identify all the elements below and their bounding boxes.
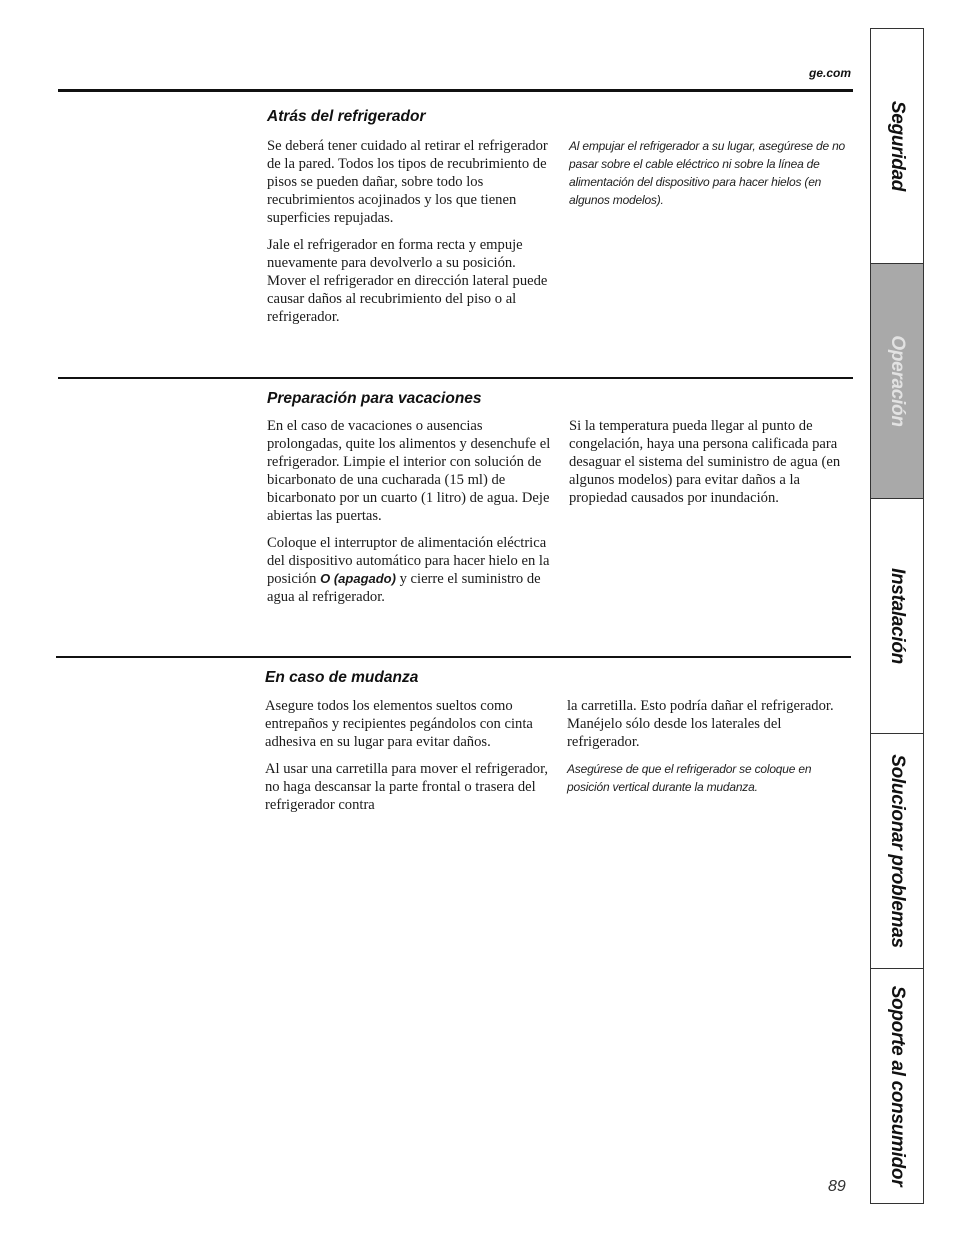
text: y cierre el suministro de agua al refrigerador. — [267, 571, 541, 605]
top-rule — [58, 89, 853, 92]
section-vacaciones-right-column — [569, 417, 854, 516]
paragraph: Se deberá tener cuidado al retirar el refrigerador de la pared. Todos los tipos de recubrimiento de pisos se pueden dañar, sobre todo los recubrimientos acojinados y los que tienen superficies repujadas. — [267, 138, 548, 226]
section-rule — [56, 656, 851, 658]
tab-label: Instalación — [887, 568, 908, 664]
paragraph: En el caso de vacaciones o ausencias prolongadas, quite los alimentos y desenchufe el refrigerador. Limpie el interior con solución de bicarbonato de una cucharada (15 ml) de bicarbonato por un cuarto (1 litro) de agua. Deje abiertas las puertas. — [267, 418, 551, 524]
section-title-vacaciones: Preparación para vacaciones — [267, 390, 482, 407]
paragraph: Si la temperatura pueda llegar al punto de congelación, haya una persona calificada para desaguar el sistema del suministro de agua (en algunos modelos) para evitar daños a la propiedad causados por inundación. — [569, 418, 841, 506]
section-mudanza-left-column — [265, 697, 550, 823]
section-mudanza-right-column — [567, 697, 852, 760]
paragraph: Al usar una carretilla para mover el refrigerador, no haga descansar la parte frontal o trasera del refrigerador contra — [265, 761, 549, 813]
page-number: 89 — [828, 1178, 846, 1195]
side-navigation-tabs — [870, 28, 924, 1204]
section-vacaciones-left-column — [267, 417, 552, 615]
text: Coloque el interruptor de alimentación eléctrica del dispositivo automático para hacer hielo en la posición — [267, 535, 550, 587]
section-atras-left-column — [267, 137, 552, 335]
tab-instalacion[interactable] — [871, 499, 923, 734]
tab-label: Operación — [887, 335, 908, 427]
tab-label: Solucionar problemas — [887, 754, 908, 948]
note-cable-warning: Al empujar el refrigerador a su lugar, asegúrese de no pasar sobre el cable eléctrico ni sobre la línea de alimentación del dispositivo para hacer hielos (en algunos modelos). — [569, 139, 846, 207]
tab-seguridad[interactable] — [871, 29, 923, 264]
ice-maker-switch-paragraph — [267, 534, 552, 606]
tab-solucionar-problemas[interactable] — [871, 734, 923, 969]
tab-label: Soporte al consumidor — [887, 985, 908, 1187]
section-title-atras: Atrás del refrigerador — [267, 108, 426, 125]
tab-soporte-al-consumidor[interactable] — [871, 969, 923, 1203]
site-url: ge.com — [808, 66, 851, 80]
switch-position-off: O (apagado) — [320, 571, 396, 586]
tab-label: Seguridad — [887, 100, 908, 192]
tab-operacion[interactable] — [871, 264, 923, 499]
section-title-mudanza: En caso de mudanza — [265, 669, 419, 686]
paragraph: Jale el refrigerador en forma recta y empuje nuevamente para devolverlo a su posición. Mover el refrigerador en dirección lateral puede causar daños al recubrimiento del piso o al refrigerador. — [267, 237, 548, 325]
note-vertical-position: Asegúrese de que el refrigerador se coloque en posición vertical durante la mudanza. — [567, 762, 812, 794]
paragraph: la carretilla. Esto podría dañar el refrigerador. Manéjelo sólo desde los laterales del refrigerador. — [567, 698, 834, 750]
section-rule — [58, 377, 853, 379]
paragraph: Asegure todos los elementos sueltos como entrepaños y recipientes pegándolos con cinta adhesiva en su lugar para evitar daños. — [265, 698, 533, 750]
